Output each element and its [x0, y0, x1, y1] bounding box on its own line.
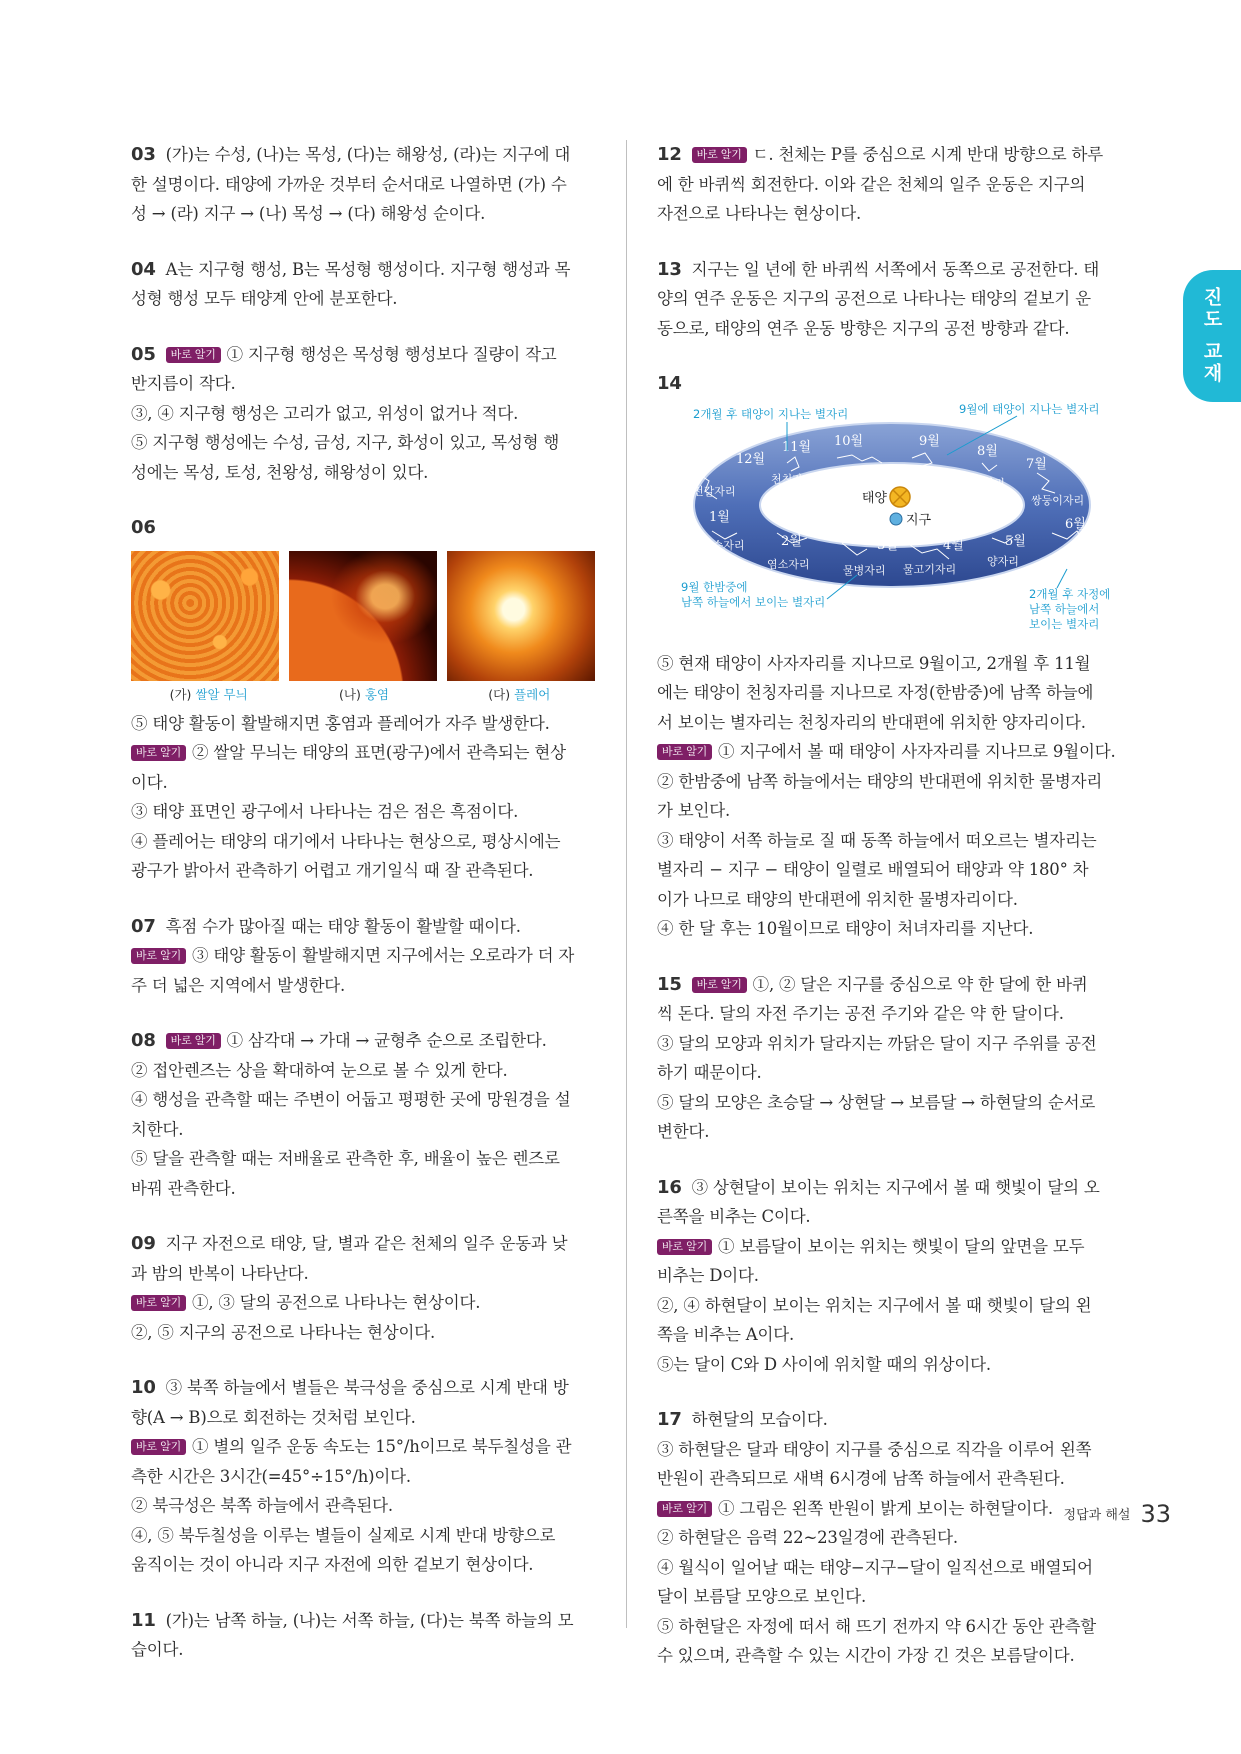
- item-number: 16: [657, 1176, 682, 1198]
- answer-17: 17 하현달의 모습이다. ③ 하현달은 달과 태양이 지구를 중심으로 직각을 이루어 왼쪽 반원이 관측되므로 새벽 6시경에 남쪽 하늘에서 관측된다. 바로 알기 ① 그림은 왼쪽 반원이 밝게 보이는 하현달이다. ② 하현달은 음력 22~23일경에 관측된다. ④ 월식이 일어날 때는 태양−지구−달이 일직선으로 배열되어 달이 보름달 모양으로 보인다. ⑤ 하현달은 자정에 떠서 해 뜨기 전까지 약 6시간 동안 관측할 수 있으며, 관측할 수 있는 시간이 가장 긴 것은 보름달이다.: [657, 1409, 1097, 1665]
- month-3: 3월: [877, 537, 898, 553]
- granulation-photo: [131, 551, 279, 681]
- item-number: 17: [657, 1409, 682, 1430]
- right-column: [657, 140, 1120, 1697]
- answer-12: 12 바로 알기 ㄷ. 천체는 P를 중심으로 시계 반대 방향으로 하루 에 한 바퀴씩 회전한다. 이와 같은 천체의 일주 운동은 지구의 자전으로 나타나는 현상이다.: [657, 144, 1103, 223]
- answer-14: 14 태양 지구 12월 11월 10월 9월 8월 7월 6월 5월 4월 3월 2월 1월 천칭자리 처녀자리 사자자리 게자리 쌍둥이자리 황소자리 양자리 물고기자리 물병자리 염소자리 궁수자리 전갈자리 2개월 후 태양이 지나는 별자리 9월에 태양이 지나는 별자리 9월 한밤중에 남쪽 하늘에서 보이는 별자리 2개월 후 자정에 남쪽 하늘에서 보이는 별자리 ⑤ 현재 태양이 사자자리를 지나므로 9월이고, 2개월 후 11월 에는 태양이 천칭자리를 지나므로 자정(한밤중)에 남쪽 하늘에 서 보이는 별자리는 천칭자리의 반대편에 위치한 양자리이다. 바로 알기 ① 지구에서 볼 때 태양이 사자자리를 지나므로 9월이다. ② 한밤중에 남쪽 하늘에서는 태양의 반대편에 위치한 물병자리 가 보인다. ③ 태양이 서쪽 하늘로 질 때 동쪽 하늘에서 떠오르는 별자리는 별자리 − 지구 − 태양이 일렬로 배열되어 태양과 약 180° 차 이가 나므로 태양의 반대편에 위치한 물병자리이다. ④ 한 달 후는 10월이므로 태양이 처녀자리를 지난다.: [657, 369, 1120, 944]
- month-10: 10월: [834, 433, 864, 449]
- constellation-cancer: 게자리: [973, 476, 1005, 490]
- constellation-capricorn: 염소자리: [767, 557, 810, 571]
- section-side-tab: 진도 교재: [1183, 270, 1241, 402]
- callout-bottom-left-2: 남쪽 하늘에서 보이는 별자리: [681, 594, 826, 609]
- quick-check-badge: 바로 알기: [131, 1295, 186, 1311]
- constellation-sagittarius: 궁수자리: [702, 538, 745, 552]
- item-number: 09: [131, 1233, 156, 1254]
- caption-b: (나) 홍염: [339, 686, 389, 702]
- answer-08: 08 바로 알기 ① 삼각대 → 가대 → 균형추 순으로 조립한다. ② 접안렌즈는 상을 확대하여 눈으로 볼 수 있게 한다. ④ 행성을 관측할 때는 주변이 어둡고 평평한 곳에 망원경을 설 치한다. ⑤ 달을 관측할 때는 저배율로 관측한 후, 배율이 높은 렌즈로 바꿔 관측한다.: [131, 1030, 571, 1198]
- callout-bottom-right-1: 2개월 후 자정에: [1029, 586, 1111, 601]
- footer-title: 정답과 해설: [1063, 1508, 1131, 1523]
- item-number: 03: [131, 144, 156, 165]
- answer-06: 06 (가) 쌀알 무늬 (나) 홍염 (다) 플레어 ⑤ 태양 활동이 활발해지면 홍염과 플레어가 자주 발생한다. 바로 알기 ② 쌀알 무늬는 태양의 표면(광구)에서 관측되는 현상 이다. ③ 태양 표면인 광구에서 나타나는 검은 점은 흑점이다. ④ 플레어는 태양의 대기에서 나타나는 현상으로, 평상시에는 광구가 밝아서 관측하기 어렵고 개기일식 때 잘 관측된다.: [131, 513, 597, 886]
- month-1: 1월: [709, 509, 730, 525]
- constellation-libra: 천칭자리: [771, 472, 814, 486]
- prominence-photo: [289, 551, 437, 681]
- left-column: [131, 140, 597, 1691]
- month-9: 9월: [919, 433, 940, 449]
- zodiac-orbit-diagram: [657, 403, 1120, 643]
- caption-c: (다) 플레어: [488, 686, 551, 702]
- month-12: 12월: [736, 451, 766, 467]
- answer-11: 11 (가)는 남쪽 하늘, (나)는 서쪽 하늘, (다)는 북쪽 하늘의 모 습이다.: [131, 1609, 574, 1659]
- item-number: 05: [131, 343, 156, 365]
- quick-check-badge: 바로 알기: [131, 745, 186, 761]
- item-number: 04: [131, 258, 156, 280]
- page-number: 33: [1140, 1500, 1171, 1528]
- constellation-taurus: 황소자리: [1047, 554, 1090, 568]
- answer-05: 05 바로 알기 ① 지구형 행성은 목성형 행성보다 질량이 작고 반지름이 작다. ③, ④ 지구형 행성은 고리가 없고, 위성이 없거나 적다. ⑤ 지구형 행성에는 수성, 금성, 지구, 화성이 있고, 목성형 행 성에는 목성, 토성, 천왕성, 해왕성이 있다.: [131, 343, 560, 482]
- item-number: 11: [131, 1609, 156, 1631]
- constellation-gemini: 쌍둥이자리: [1031, 493, 1085, 507]
- answer-09: 09 지구 자전으로 태양, 달, 별과 같은 천체의 일주 운동과 낮 과 밤의 반복이 나타난다. 바로 알기 ①, ③ 달의 공전으로 나타나는 현상이다. ②, ⑤ 지구의 공전으로 나타나는 현상이다.: [131, 1233, 568, 1342]
- item-number: 12: [657, 144, 682, 165]
- page-footer: [1064, 1500, 1171, 1528]
- callout-bottom-right-3: 보이는 별자리: [1029, 616, 1100, 631]
- answer-04: 04 A는 지구형 행성, B는 목성형 행성이다. 지구형 행성과 목 성형 행성 모두 태양계 안에 분포한다.: [131, 258, 571, 308]
- constellation-pisces: 물고기자리: [903, 562, 957, 576]
- item-number: 07: [131, 915, 156, 937]
- sun-photos: [131, 551, 597, 681]
- constellation-aries: 양자리: [987, 554, 1019, 568]
- item-number: 13: [657, 258, 682, 280]
- month-2: 2월: [781, 533, 802, 549]
- month-7: 7월: [1026, 456, 1047, 472]
- answer-15: 15 바로 알기 ①, ② 달은 지구를 중심으로 약 한 달에 한 바퀴 씩 돈다. 달의 자전 주기는 공전 주기와 같은 약 한 달이다. ③ 달의 모양과 위치가 달라지는 까닭은 달이 지구 주위를 공전 하기 때문이다. ⑤ 달의 모양은 초승달 → 상현달 → 보름달 → 하현달의 순서로 변한다.: [657, 973, 1097, 1141]
- item-number: 08: [131, 1030, 156, 1051]
- callout-top-left: 2개월 후 태양이 지나는 별자리: [693, 406, 849, 421]
- caption-a: (가) 쌀알 무늬: [169, 686, 248, 702]
- earth-icon: [890, 513, 902, 525]
- quick-check-badge: 바로 알기: [657, 1239, 712, 1255]
- month-6: 6월: [1065, 516, 1086, 532]
- quick-check-badge: 바로 알기: [657, 744, 712, 760]
- constellation-leo: 사자자리: [905, 468, 948, 482]
- answer-10: 10 ③ 북쪽 하늘에서 별들은 북극성을 중심으로 시계 반대 방 향(A → B)으로 회전하는 것처럼 보인다. 바로 알기 ① 별의 일주 운동 속도는 15°/h이므로 북두칠성을 관 측한 시간은 3시간(=45°÷15°/h)이다. ② 북극성은 북쪽 하늘에서 관측된다. ④, ⑤ 북두칠성을 이루는 별들이 실제로 시계 반대 방향으로 움직이는 것이 아니라 지구 자전에 의한 겉보기 현상이다.: [131, 1377, 572, 1574]
- answer-16: 16 ③ 상현달이 보이는 위치는 지구에서 볼 때 햇빛이 달의 오 른쪽을 비추는 C이다. 바로 알기 ① 보름달이 보이는 위치는 햇빛이 달의 앞면을 모두 비추는 D이다. ②, ④ 하현달이 보이는 위치는 지구에서 볼 때 햇빛이 달의 왼 쪽을 비추는 A이다. ⑤는 달이 C와 D 사이에 위치할 때의 위상이다.: [657, 1176, 1100, 1374]
- item-number: 10: [131, 1377, 156, 1398]
- month-11: 11월: [782, 439, 812, 455]
- photo-captions: [131, 685, 597, 703]
- answer-07: 07 흑점 수가 많아질 때는 태양 활동이 활발할 때이다. 바로 알기 ③ 태양 활동이 활발해지면 지구에서는 오로라가 더 자 주 더 넓은 지역에서 발생한다.: [131, 915, 575, 995]
- callout-bottom-left-1: 9월 한밤중에: [681, 579, 748, 594]
- earth-label: 지구: [906, 512, 932, 528]
- callout-top-right: 9월에 태양이 지나는 별자리: [959, 402, 1100, 416]
- quick-check-badge: 바로 알기: [657, 1501, 712, 1517]
- constellation-scorpius: 전갈자리: [693, 484, 736, 498]
- item-number: 15: [657, 973, 682, 995]
- flare-photo: [447, 551, 595, 681]
- answer-03: 03 (가)는 수성, (나)는 목성, (다)는 해왕성, (라)는 지구에 대 한 설명이다. 태양에 가까운 것부터 순서대로 나열하면 (가) 수 성 → (라) 지구 → (나) 목성 → (다) 해왕성 순이다.: [131, 144, 571, 223]
- callout-bottom-right-2: 남쪽 하늘에서: [1029, 601, 1100, 616]
- quick-check-badge: 바로 알기: [692, 147, 747, 163]
- sun-label: 태양: [861, 490, 887, 506]
- quick-check-badge: 바로 알기: [131, 1439, 186, 1455]
- quick-check-badge: 바로 알기: [166, 347, 221, 363]
- item-number: 06: [131, 517, 156, 538]
- quick-check-badge: 바로 알기: [692, 977, 747, 993]
- month-5: 5월: [1005, 533, 1026, 549]
- constellation-aquarius: 물병자리: [843, 563, 886, 577]
- column-divider: [626, 140, 627, 1628]
- quick-check-badge: 바로 알기: [131, 948, 186, 964]
- month-4: 4월: [943, 537, 964, 553]
- item-number: 14: [657, 373, 682, 394]
- answer-13: 13 지구는 일 년에 한 바퀴씩 서쪽에서 동쪽으로 공전한다. 태 양의 연주 운동은 지구의 공전으로 나타나는 태양의 겉보기 운 동으로, 태양의 연주 운동 방향은 지구의 공전 방향과 같다.: [657, 258, 1100, 338]
- month-8: 8월: [977, 443, 998, 459]
- constellation-virgo: 처녀자리: [835, 466, 878, 480]
- quick-check-badge: 바로 알기: [166, 1033, 221, 1049]
